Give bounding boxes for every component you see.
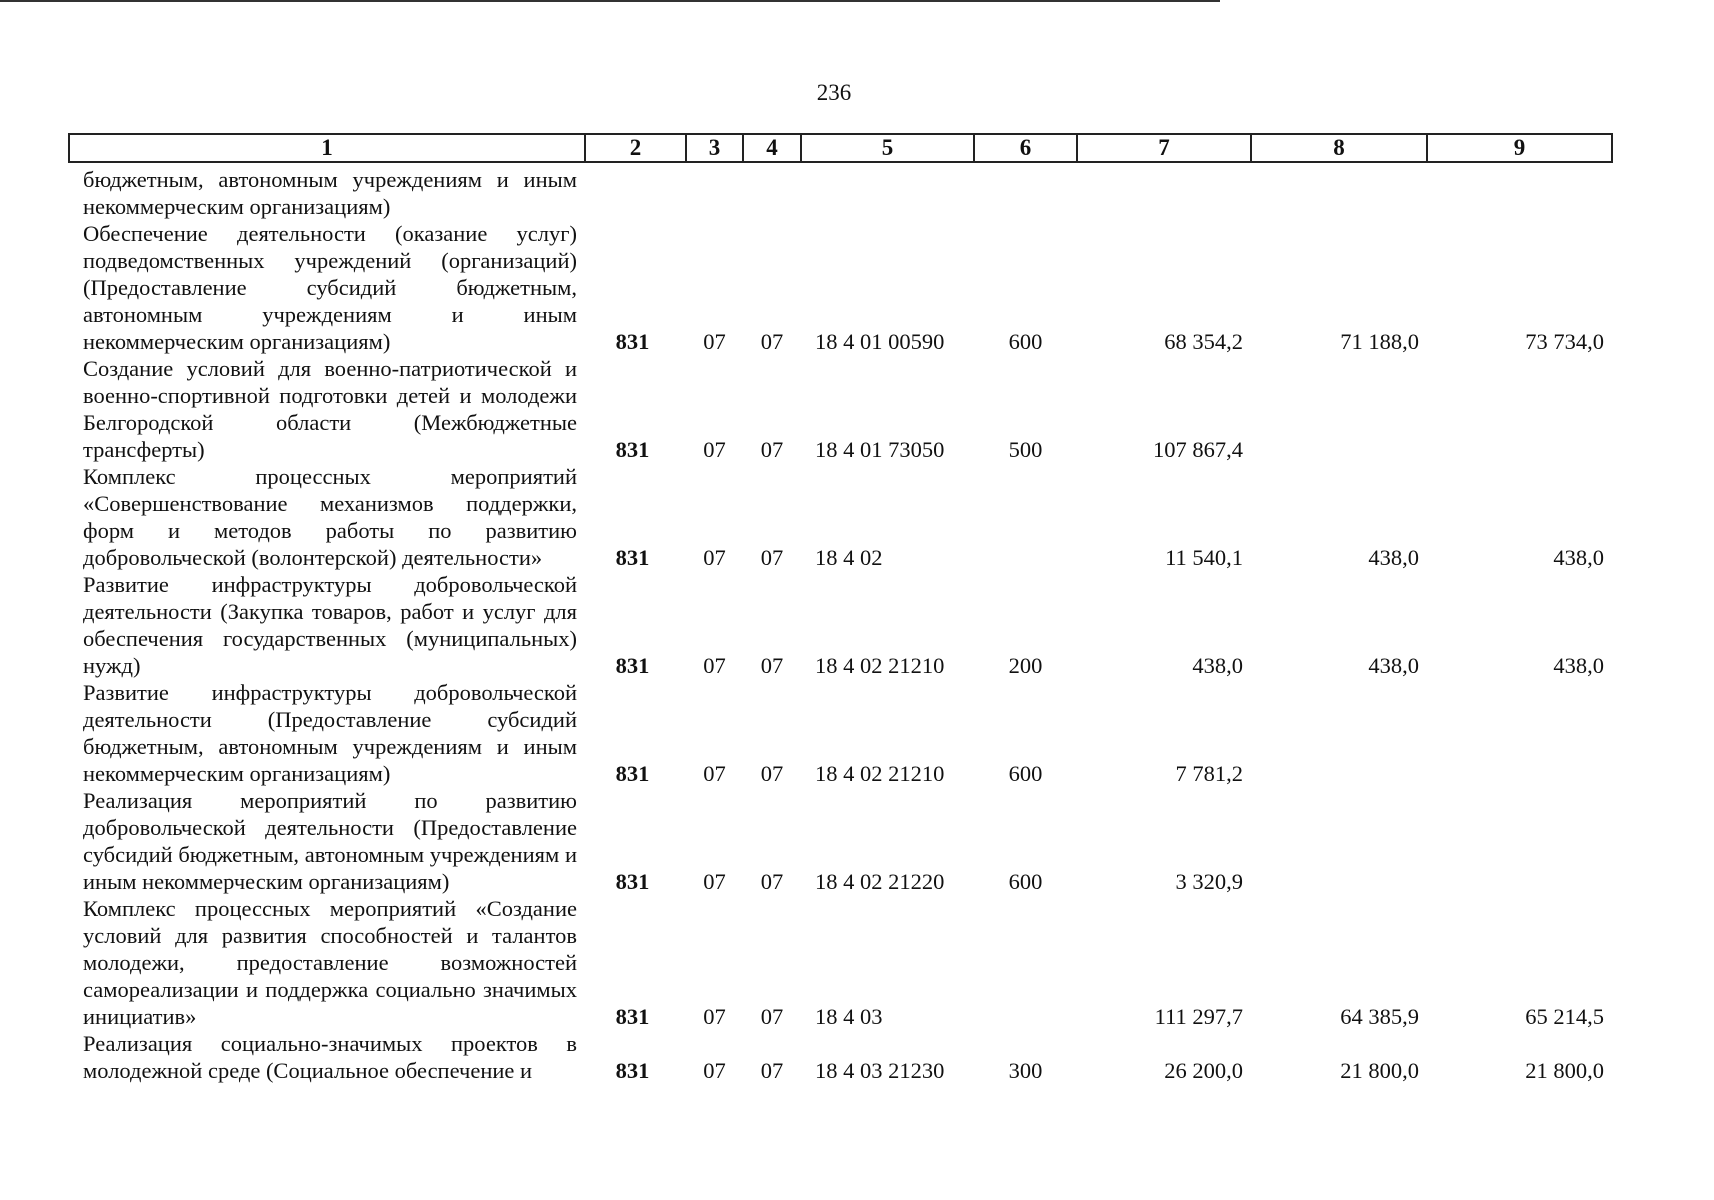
row-description: Развитие инфраструктуры добровольческой деятельности (Предоставление субсидий бюджетным, автономным учреждениям и иным некоммерческим организациям) [83,680,577,786]
target-article-code: 18 4 02 21210 [815,761,945,786]
col-header-9: 9 [1427,134,1612,162]
amount-year-2 [1251,166,1427,220]
row-description: Комплекс процессных мероприятий «Создание условий для развития способностей и талантов молодежи, предоставление возможностей самореализации и поддержка социально значимых инициатив» [83,896,577,1029]
col-header-7: 7 [1077,134,1251,162]
amount-year-3: 65 214,5 [1525,1004,1604,1029]
target-article-code: 18 4 01 73050 [815,437,945,462]
expense-type-code [974,463,1077,571]
col-header-8: 8 [1251,134,1427,162]
row-description: Создание условий для военно-патриотической и военно-спортивной подготовки детей и молодежи Белгородской области (Межбюджетные трансферты) [83,356,577,462]
target-article-code: 18 4 03 21230 [815,1058,945,1083]
ministry-code: 831 [615,437,650,462]
table-row [69,355,1612,463]
amount-year-1: 68 354,2 [1164,329,1243,354]
subsection-code: 07 [760,761,784,786]
section-code: 07 [703,1004,726,1029]
amount-year-3: 438,0 [1553,653,1604,678]
amount-year-1: 3 320,9 [1175,869,1243,894]
target-article-code: 18 4 02 21210 [815,653,945,678]
table-row [69,679,1612,787]
subsection-code [743,166,801,220]
expense-type-code: 600 [1008,869,1043,894]
expense-type-code [974,166,1077,220]
amount-year-2: 438,0 [1368,545,1419,570]
amount-year-1: 438,0 [1192,653,1243,678]
ministry-code [585,166,686,220]
target-article-code: 18 4 01 00590 [815,329,945,354]
amount-year-1: 11 540,1 [1165,545,1243,570]
table-row [69,463,1612,571]
table-row [69,571,1612,679]
amount-year-2: 438,0 [1368,653,1419,678]
page-number: 236 [816,80,852,105]
expense-type-code: 300 [1008,1058,1043,1083]
ministry-code: 831 [615,1058,650,1083]
col-header-2: 2 [585,134,686,162]
section-code: 07 [703,329,726,354]
section-code: 07 [703,653,726,678]
amount-year-3: 73 734,0 [1525,329,1604,354]
row-description: Комплекс процессных мероприятий «Совершенствование механизмов поддержки, форм и методов работы по развитию добровольческой (волонтерской) деятельности» [83,464,577,570]
col-header-3: 3 [686,134,743,162]
scan-top-edge [0,0,1220,2]
amount-year-3 [1427,355,1612,463]
ministry-code: 831 [615,869,650,894]
row-description: Реализация социально-значимых проектов в молодежной среде (Социальное обеспечение и [83,1031,577,1083]
subsection-code: 07 [760,329,784,354]
ministry-code: 831 [615,329,650,354]
amount-year-1: 107 867,4 [1153,437,1243,462]
amount-year-2: 71 188,0 [1340,329,1419,354]
table-row [69,166,1612,220]
amount-year-1: 7 781,2 [1175,761,1243,786]
row-description: Развитие инфраструктуры добровольческой деятельности (Закупка товаров, работ и услуг для обеспечения государственных (муниципальных) нужд) [83,572,577,678]
target-article-code: 18 4 02 21220 [815,869,945,894]
section-code [686,166,743,220]
target-article-code: 18 4 02 [815,545,883,570]
amount-year-3 [1427,166,1612,220]
section-code: 07 [703,869,726,894]
section-code: 07 [703,545,726,570]
ministry-code: 831 [615,1004,650,1029]
col-header-5: 5 [801,134,974,162]
subsection-code: 07 [760,1058,784,1083]
col-header-1: 1 [69,134,585,162]
expense-type-code: 500 [1008,437,1043,462]
row-description: бюджетным, автономным учреждениям и иным некоммерческим организациям) [83,167,577,219]
subsection-code: 07 [760,545,784,570]
table-row [69,895,1612,1030]
table-row [69,1030,1612,1084]
section-code: 07 [703,761,726,786]
amount-year-3: 21 800,0 [1525,1058,1604,1083]
expense-type-code: 600 [1008,761,1043,786]
amount-year-3: 438,0 [1553,545,1604,570]
amount-year-1: 111 297,7 [1154,1004,1243,1029]
section-code: 07 [703,1058,726,1083]
amount-year-1: 26 200,0 [1164,1058,1243,1083]
amount-year-2 [1251,679,1427,787]
amount-year-3 [1427,679,1612,787]
header-row [69,134,1612,162]
row-description: Реализация мероприятий по развитию добровольческой деятельности (Предоставление субсидий бюджетным, автономным учреждениям и иным некоммерческим организациям) [83,788,577,894]
expense-type-code: 600 [1008,329,1043,354]
subsection-code: 07 [760,869,784,894]
amount-year-2 [1251,787,1427,895]
ministry-code: 831 [615,653,650,678]
amount-year-2: 64 385,9 [1340,1004,1419,1029]
ministry-code: 831 [615,545,650,570]
target-article-code [801,166,974,220]
col-header-6: 6 [974,134,1077,162]
row-description: Обеспечение деятельности (оказание услуг) подведомственных учреждений (организаций) (Предоставление субсидий бюджетным, автономным учреждениям и иным некоммерческим организациям) [83,221,577,354]
amount-year-3 [1427,787,1612,895]
subsection-code: 07 [760,653,784,678]
budget-table [68,133,1613,1084]
col-header-4: 4 [743,134,801,162]
amount-year-2 [1251,355,1427,463]
target-article-code: 18 4 03 [815,1004,883,1029]
section-code: 07 [703,437,726,462]
amount-year-2: 21 800,0 [1340,1058,1419,1083]
subsection-code: 07 [760,437,784,462]
subsection-code: 07 [760,1004,784,1029]
ministry-code: 831 [615,761,650,786]
table-row [69,220,1612,355]
amount-year-1 [1077,166,1251,220]
table-row [69,787,1612,895]
expense-type-code [974,895,1077,1030]
expense-type-code: 200 [1008,653,1043,678]
